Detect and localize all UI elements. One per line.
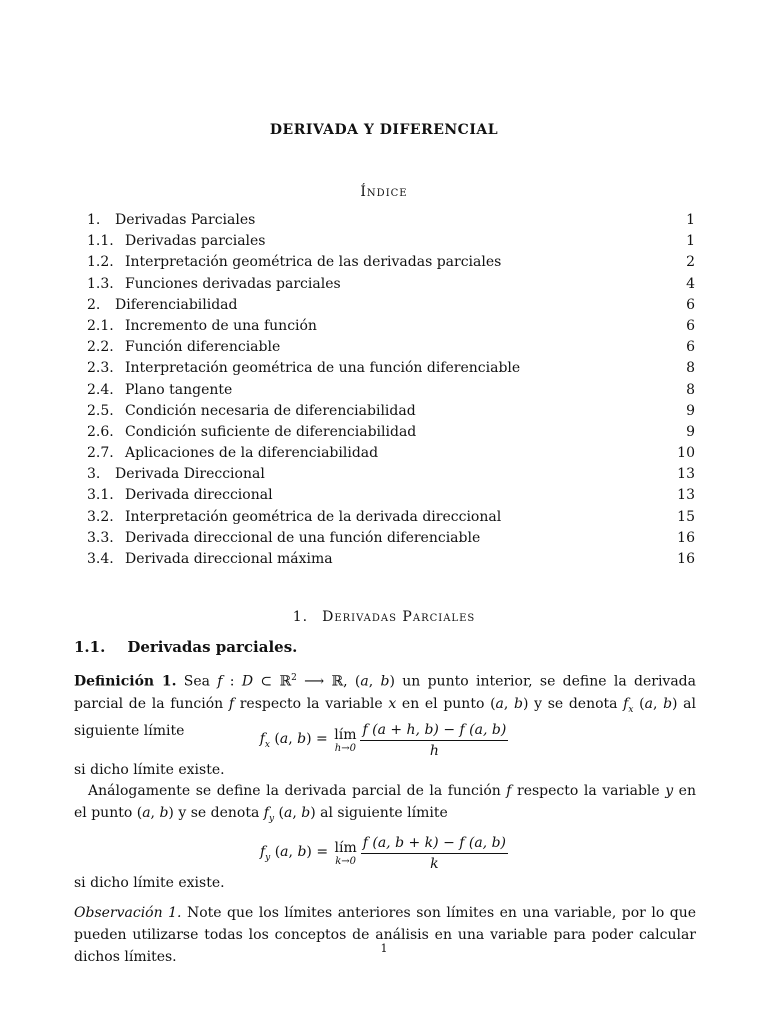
toc-entry-label: Diferenciabilidad [115,296,238,313]
definition-text: y se denota [528,695,624,712]
analog-text: Análogamente se define la derivada parcial de la función [88,783,507,799]
definition-paragraph: Definición 1. Sea f : D ⊂ ℝ$^2$ ⟶ ℝ, (a, b) un punto interior, se define la derivada parcial de la función f respecto la variable x en el punto (a, b) y se denota $f_x$ (a, b) al siguiente límite [74,673,696,740]
document-title: DERIVADA Y DIFERENCIAL [269,122,499,138]
formula-partial-y [0,835,768,872]
toc-entry[interactable] [87,424,695,445]
formula-partial-x [0,722,768,759]
fraction-denominator: k [430,856,439,872]
toc-entry-page: 16 [677,529,695,546]
toc-entry-page: 8 [686,381,695,398]
definition-text: un punto interior, se define la derivada parcial de la función [74,673,696,712]
exists-text: si dicho límite existe. [74,762,225,778]
toc-entry-label: Funciones derivadas parciales [125,275,341,292]
toc-entry-number: 2.6. [87,423,114,440]
toc-entry[interactable] [87,551,695,572]
subsection-heading [74,638,297,656]
toc-entry-number: 2.4. [87,381,114,398]
toc-entry[interactable] [87,339,695,360]
toc-entry-page: 2 [686,254,695,271]
definition-text: al siguiente límite [74,695,696,740]
toc-entry-page: 13 [677,487,695,504]
analog-text: respecto la variable [511,783,666,799]
section-number: 1. [292,609,309,625]
toc-entry-page: 1 [686,212,695,228]
limit-operator [335,840,357,868]
exists-text: si dicho límite existe. [74,875,225,891]
subsection-number: 1.1. [74,638,106,656]
toc-entry-page: 6 [686,317,695,334]
toc-entry-page: 10 [677,445,695,462]
fraction-numerator: f (a + h, b) − f (a, b) [362,722,507,738]
toc-entry-label: Interpretación geométrica de las derivadas parciales [125,254,502,271]
observation-text: Note que los límites anteriores son límites en una variable, por lo que pueden utilizarse todas los conceptos de análisis en una variable para poder calcular dichos límites. [74,905,697,965]
toc-entry-number: 3.2. [87,508,114,525]
toc-entry[interactable] [87,212,695,233]
analog-paragraph: Análogamente se define la derivada parcial de la función f respecto la variable y en el punto (a, b) y se denota $f_y$ (a, b) al siguiente límite [74,783,696,824]
toc-entry-label: Condición suficiente de diferenciabilidad [125,423,417,440]
toc-entry-number: 1. [87,212,101,228]
toc-entry-label: Derivada direccional máxima [125,551,333,567]
toc-entry-page: 15 [677,508,695,525]
toc-entry-page: 6 [686,296,695,313]
limit-word: lím [334,839,357,856]
toc-entry-label: Interpretación geométrica de la derivada direccional [125,508,502,525]
toc-entry[interactable] [87,254,695,275]
toc-entry-label: Condición necesaria de diferenciabilidad [125,402,416,419]
toc-entry-number: 3.3. [87,529,114,546]
formula-lhs: $f_y$ (a, b) = [259,844,333,863]
toc-entry-label: Plano tangente [125,381,233,398]
toc-entry[interactable] [87,509,695,530]
toc-entry[interactable] [87,318,695,339]
toc-entry[interactable] [87,297,695,318]
limit-subscript: k→0 [335,855,357,867]
subsection-title: Derivadas parciales. [127,638,298,656]
toc-entry-label: Derivada Direccional [115,466,265,483]
toc-entry-label: Interpretación geométrica de una función diferenciable [125,360,521,377]
section-title: Derivadas Parciales [322,609,476,625]
observation-paragraph [74,902,696,968]
fraction [360,722,508,759]
toc-entry-label: Derivadas Parciales [115,212,256,228]
toc-entry-label: Derivada direccional [125,487,273,504]
definition-text: Sea [176,673,218,690]
toc-entry-page: 8 [686,360,695,377]
toc-entry-number: 2.5. [87,402,114,419]
toc-entry-number: 3.1. [87,487,114,504]
toc-entry[interactable] [87,445,695,466]
toc-entry-label: Aplicaciones de la diferenciabilidad [125,445,379,462]
definition-label: Definición 1. [74,673,177,690]
toc-entry-page: 1 [686,233,695,250]
formula-lhs: $f_x$ (a, b) = [259,731,333,750]
toc-entry-number: 1.3. [87,275,114,292]
definition-text: en el punto [396,695,491,712]
toc-entry-number: 2.2. [87,339,114,356]
toc-heading: Índice [360,184,408,200]
toc-entry-page: 9 [686,423,695,440]
fraction-numerator: f (a, b + k) − f (a, b) [362,835,507,851]
observation-label: Observación 1. [74,905,182,921]
fraction [361,835,508,872]
definition-text: respecto la variable [234,695,389,712]
toc-entry[interactable] [87,466,695,487]
limit-subscript: h→0 [334,742,356,754]
toc-entry[interactable] [87,403,695,424]
toc-entry[interactable] [87,530,695,551]
toc-entry-number: 2.7. [87,445,114,462]
toc-entry-page: 9 [686,402,695,419]
limit-operator [334,727,356,755]
analog-text: y se denota [173,805,264,821]
page-number: 1 [380,942,388,955]
toc-entry[interactable] [87,382,695,403]
toc-entry[interactable] [87,487,695,508]
toc-entry[interactable] [87,276,695,297]
toc-entry-number: 2. [87,296,101,313]
toc-entry-page: 16 [677,551,695,567]
toc-entry-page: 13 [677,466,695,483]
toc-entry-label: Derivada direccional de una función diferenciable [125,529,481,546]
toc-entry-page: 6 [686,339,695,356]
toc-entry-number: 1.1. [87,233,114,250]
toc-entry-label: Derivadas parciales [125,233,266,250]
toc-entry[interactable] [87,360,695,381]
toc-entry-number: 1.2. [87,254,114,271]
fraction-denominator: h [429,743,439,759]
toc-entry-label: Incremento de una función [125,317,317,334]
toc-entry-page: 4 [686,275,695,292]
section-heading [0,609,768,625]
toc-entry-label: Función diferenciable [125,339,281,356]
analog-text: en el punto [74,783,696,821]
limit-word: lím [334,726,357,743]
table-of-contents [87,212,695,572]
toc-entry-number: 2.1. [87,317,114,334]
analog-text: al siguiente límite [315,805,448,821]
toc-entry[interactable] [87,233,695,254]
toc-entry-number: 3.4. [87,551,114,567]
toc-entry-number: 3. [87,466,101,483]
toc-entry-number: 2.3. [87,360,114,377]
